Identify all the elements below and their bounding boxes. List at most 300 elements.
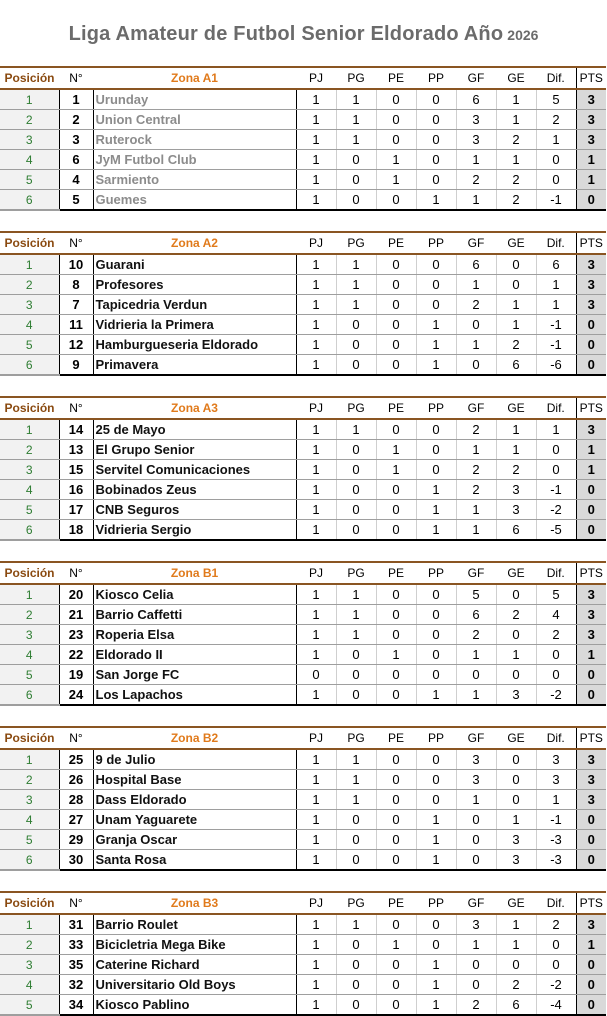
table-row <box>0 460 606 480</box>
team-name-cell: Kiosco Celia <box>93 584 296 605</box>
header-gf: GF <box>456 397 496 419</box>
position-cell: 3 <box>0 955 59 975</box>
pp-cell: 0 <box>416 419 456 440</box>
pg-cell: 0 <box>336 645 376 665</box>
pe-cell: 0 <box>376 850 416 871</box>
ge-cell: 3 <box>496 830 536 850</box>
header-pg: PG <box>336 67 376 89</box>
gf-cell: 0 <box>456 975 496 995</box>
ge-cell: 1 <box>496 440 536 460</box>
pj-cell: 1 <box>296 850 336 871</box>
points-cell: 0 <box>576 975 606 995</box>
team-name-cell: CNB Seguros <box>93 500 296 520</box>
header-number: N° <box>59 562 93 584</box>
pp-cell: 1 <box>416 810 456 830</box>
gf-cell: 3 <box>456 770 496 790</box>
points-cell: 0 <box>576 830 606 850</box>
ge-cell: 0 <box>496 625 536 645</box>
pg-cell: 0 <box>336 480 376 500</box>
dif-cell: 1 <box>536 130 576 150</box>
gf-cell: 1 <box>456 645 496 665</box>
header-ge: GE <box>496 562 536 584</box>
team-name-cell: San Jorge FC <box>93 665 296 685</box>
header-ge: GE <box>496 397 536 419</box>
ge-cell: 0 <box>496 254 536 275</box>
dif-cell: 1 <box>536 790 576 810</box>
team-name-cell: Hospital Base <box>93 770 296 790</box>
team-name-cell: 9 de Julio <box>93 749 296 770</box>
points-cell: 1 <box>576 440 606 460</box>
table-row <box>0 130 606 150</box>
team-number-cell: 34 <box>59 995 93 1016</box>
pp-cell: 1 <box>416 955 456 975</box>
ge-cell: 0 <box>496 790 536 810</box>
team-name-cell: Guarani <box>93 254 296 275</box>
pj-cell: 1 <box>296 935 336 955</box>
table-row <box>0 850 606 871</box>
dif-cell: -1 <box>536 810 576 830</box>
pg-cell: 1 <box>336 584 376 605</box>
gf-cell: 1 <box>456 150 496 170</box>
header-ge: GE <box>496 67 536 89</box>
pg-cell: 1 <box>336 89 376 110</box>
pp-cell: 1 <box>416 520 456 541</box>
ge-cell: 1 <box>496 150 536 170</box>
header-gf: GF <box>456 232 496 254</box>
position-cell: 5 <box>0 665 59 685</box>
pj-cell: 1 <box>296 440 336 460</box>
pp-cell: 0 <box>416 914 456 935</box>
ge-cell: 2 <box>496 170 536 190</box>
header-pe: PE <box>376 562 416 584</box>
pj-cell: 1 <box>296 975 336 995</box>
pj-cell: 1 <box>296 150 336 170</box>
pg-cell: 0 <box>336 850 376 871</box>
team-number-cell: 13 <box>59 440 93 460</box>
points-cell: 3 <box>576 254 606 275</box>
dif-cell: 5 <box>536 584 576 605</box>
pg-cell: 0 <box>336 995 376 1016</box>
team-number-cell: 20 <box>59 584 93 605</box>
header-pg: PG <box>336 892 376 914</box>
pj-cell: 1 <box>296 749 336 770</box>
header-pe: PE <box>376 892 416 914</box>
dif-cell: 0 <box>536 935 576 955</box>
header-pj: PJ <box>296 892 336 914</box>
pj-cell: 0 <box>296 665 336 685</box>
gf-cell: 6 <box>456 605 496 625</box>
pe-cell: 0 <box>376 770 416 790</box>
pg-cell: 0 <box>336 810 376 830</box>
ge-cell: 2 <box>496 130 536 150</box>
gf-cell: 1 <box>456 440 496 460</box>
gf-cell: 1 <box>456 520 496 541</box>
team-number-cell: 10 <box>59 254 93 275</box>
dif-cell: -1 <box>536 190 576 211</box>
zone-header-row <box>0 67 606 89</box>
zone-header-row <box>0 562 606 584</box>
pj-cell: 1 <box>296 170 336 190</box>
gf-cell: 0 <box>456 665 496 685</box>
pg-cell: 0 <box>336 955 376 975</box>
team-number-cell: 28 <box>59 790 93 810</box>
header-number: N° <box>59 232 93 254</box>
header-pts: PTS <box>576 397 606 419</box>
header-pp: PP <box>416 727 456 749</box>
team-number-cell: 19 <box>59 665 93 685</box>
gf-cell: 3 <box>456 914 496 935</box>
header-dif: Dif. <box>536 892 576 914</box>
gf-cell: 2 <box>456 170 496 190</box>
gf-cell: 5 <box>456 584 496 605</box>
pj-cell: 1 <box>296 295 336 315</box>
team-number-cell: 15 <box>59 460 93 480</box>
pg-cell: 0 <box>336 935 376 955</box>
pg-cell: 1 <box>336 790 376 810</box>
dif-cell: 3 <box>536 749 576 770</box>
header-dif: Dif. <box>536 397 576 419</box>
table-row <box>0 830 606 850</box>
ge-cell: 0 <box>496 584 536 605</box>
team-number-cell: 9 <box>59 355 93 376</box>
gf-cell: 0 <box>456 830 496 850</box>
points-cell: 0 <box>576 955 606 975</box>
team-number-cell: 2 <box>59 110 93 130</box>
table-row <box>0 295 606 315</box>
position-cell: 1 <box>0 749 59 770</box>
header-pj: PJ <box>296 232 336 254</box>
points-cell: 0 <box>576 190 606 211</box>
header-dif: Dif. <box>536 727 576 749</box>
pp-cell: 0 <box>416 130 456 150</box>
team-number-cell: 14 <box>59 419 93 440</box>
pp-cell: 1 <box>416 830 456 850</box>
team-name-cell: Guemes <box>93 190 296 211</box>
points-cell: 0 <box>576 810 606 830</box>
pj-cell: 1 <box>296 810 336 830</box>
position-cell: 2 <box>0 275 59 295</box>
header-number: N° <box>59 67 93 89</box>
team-number-cell: 8 <box>59 275 93 295</box>
header-number: N° <box>59 727 93 749</box>
position-cell: 1 <box>0 419 59 440</box>
team-number-cell: 31 <box>59 914 93 935</box>
pg-cell: 0 <box>336 440 376 460</box>
header-pe: PE <box>376 232 416 254</box>
team-number-cell: 29 <box>59 830 93 850</box>
ge-cell: 2 <box>496 335 536 355</box>
ge-cell: 0 <box>496 665 536 685</box>
zone-name: Zona B1 <box>93 562 296 584</box>
header-position: Posición <box>0 562 59 584</box>
table-row <box>0 685 606 706</box>
header-pg: PG <box>336 232 376 254</box>
points-cell: 0 <box>576 355 606 376</box>
gf-cell: 2 <box>456 419 496 440</box>
team-name-cell: Barrio Caffetti <box>93 605 296 625</box>
team-name-cell: 25 de Mayo <box>93 419 296 440</box>
team-name-cell: Ruterock <box>93 130 296 150</box>
pj-cell: 1 <box>296 110 336 130</box>
dif-cell: 0 <box>536 460 576 480</box>
team-number-cell: 32 <box>59 975 93 995</box>
pp-cell: 1 <box>416 335 456 355</box>
pp-cell: 1 <box>416 995 456 1016</box>
ge-cell: 3 <box>496 850 536 871</box>
table-row <box>0 955 606 975</box>
header-pj: PJ <box>296 397 336 419</box>
gf-cell: 2 <box>456 995 496 1016</box>
points-cell: 3 <box>576 770 606 790</box>
table-row <box>0 975 606 995</box>
header-pj: PJ <box>296 562 336 584</box>
pj-cell: 1 <box>296 190 336 211</box>
pp-cell: 0 <box>416 665 456 685</box>
gf-cell: 1 <box>456 190 496 211</box>
header-pp: PP <box>416 892 456 914</box>
gf-cell: 1 <box>456 935 496 955</box>
position-cell: 4 <box>0 645 59 665</box>
points-cell: 1 <box>576 170 606 190</box>
dif-cell: 0 <box>536 645 576 665</box>
pp-cell: 1 <box>416 315 456 335</box>
pp-cell: 0 <box>416 275 456 295</box>
dif-cell: 6 <box>536 254 576 275</box>
zone-spacer <box>0 541 607 561</box>
dif-cell: -1 <box>536 480 576 500</box>
points-cell: 1 <box>576 645 606 665</box>
position-cell: 1 <box>0 89 59 110</box>
team-number-cell: 17 <box>59 500 93 520</box>
header-position: Posición <box>0 892 59 914</box>
pg-cell: 0 <box>336 685 376 706</box>
zone-table <box>0 891 606 1016</box>
team-name-cell: Santa Rosa <box>93 850 296 871</box>
position-cell: 5 <box>0 335 59 355</box>
pg-cell: 0 <box>336 830 376 850</box>
pe-cell: 1 <box>376 440 416 460</box>
team-name-cell: JyM Futbol Club <box>93 150 296 170</box>
dif-cell: 2 <box>536 625 576 645</box>
pp-cell: 0 <box>416 625 456 645</box>
pj-cell: 1 <box>296 830 336 850</box>
pg-cell: 1 <box>336 110 376 130</box>
pg-cell: 1 <box>336 275 376 295</box>
dif-cell: -4 <box>536 995 576 1016</box>
pj-cell: 1 <box>296 315 336 335</box>
header-ge: GE <box>496 892 536 914</box>
team-name-cell: El Grupo Senior <box>93 440 296 460</box>
header-pts: PTS <box>576 232 606 254</box>
ge-cell: 2 <box>496 190 536 211</box>
pp-cell: 0 <box>416 295 456 315</box>
points-cell: 0 <box>576 315 606 335</box>
team-number-cell: 6 <box>59 150 93 170</box>
zone-header-row <box>0 232 606 254</box>
points-cell: 0 <box>576 500 606 520</box>
pj-cell: 1 <box>296 790 336 810</box>
team-name-cell: Profesores <box>93 275 296 295</box>
pe-cell: 0 <box>376 830 416 850</box>
header-pp: PP <box>416 562 456 584</box>
team-number-cell: 18 <box>59 520 93 541</box>
dif-cell: -2 <box>536 500 576 520</box>
team-name-cell: Vidrieria la Primera <box>93 315 296 335</box>
team-name-cell: Urunday <box>93 89 296 110</box>
pj-cell: 1 <box>296 419 336 440</box>
team-name-cell: Unam Yaguarete <box>93 810 296 830</box>
team-number-cell: 27 <box>59 810 93 830</box>
dif-cell: 0 <box>536 150 576 170</box>
points-cell: 0 <box>576 480 606 500</box>
ge-cell: 6 <box>496 520 536 541</box>
pg-cell: 1 <box>336 130 376 150</box>
header-dif: Dif. <box>536 232 576 254</box>
ge-cell: 6 <box>496 355 536 376</box>
table-row <box>0 355 606 376</box>
header-pp: PP <box>416 67 456 89</box>
pp-cell: 1 <box>416 190 456 211</box>
dif-cell: 2 <box>536 110 576 130</box>
ge-cell: 1 <box>496 810 536 830</box>
team-name-cell: Los Lapachos <box>93 685 296 706</box>
points-cell: 3 <box>576 790 606 810</box>
header-pe: PE <box>376 397 416 419</box>
ge-cell: 3 <box>496 685 536 706</box>
position-cell: 6 <box>0 850 59 871</box>
dif-cell: -3 <box>536 830 576 850</box>
team-number-cell: 3 <box>59 130 93 150</box>
table-row <box>0 935 606 955</box>
gf-cell: 3 <box>456 110 496 130</box>
dif-cell: -5 <box>536 520 576 541</box>
position-cell: 2 <box>0 935 59 955</box>
pj-cell: 1 <box>296 645 336 665</box>
position-cell: 3 <box>0 295 59 315</box>
team-number-cell: 4 <box>59 170 93 190</box>
team-number-cell: 25 <box>59 749 93 770</box>
ge-cell: 1 <box>496 935 536 955</box>
header-dif: Dif. <box>536 67 576 89</box>
position-cell: 2 <box>0 110 59 130</box>
points-cell: 1 <box>576 935 606 955</box>
team-number-cell: 24 <box>59 685 93 706</box>
pg-cell: 0 <box>336 665 376 685</box>
team-number-cell: 1 <box>59 89 93 110</box>
pp-cell: 0 <box>416 254 456 275</box>
table-row <box>0 584 606 605</box>
pe-cell: 0 <box>376 190 416 211</box>
pg-cell: 0 <box>336 975 376 995</box>
pe-cell: 0 <box>376 749 416 770</box>
zone-spacer <box>0 871 607 891</box>
points-cell: 3 <box>576 625 606 645</box>
header-pp: PP <box>416 397 456 419</box>
ge-cell: 2 <box>496 975 536 995</box>
pj-cell: 1 <box>296 605 336 625</box>
header-pts: PTS <box>576 67 606 89</box>
pg-cell: 1 <box>336 625 376 645</box>
pj-cell: 1 <box>296 460 336 480</box>
header-position: Posición <box>0 67 59 89</box>
zone-header-row <box>0 892 606 914</box>
header-number: N° <box>59 892 93 914</box>
pe-cell: 0 <box>376 955 416 975</box>
pe-cell: 0 <box>376 254 416 275</box>
table-row <box>0 605 606 625</box>
dif-cell: -2 <box>536 975 576 995</box>
pp-cell: 0 <box>416 645 456 665</box>
position-cell: 6 <box>0 520 59 541</box>
pp-cell: 1 <box>416 685 456 706</box>
pe-cell: 0 <box>376 995 416 1016</box>
pp-cell: 1 <box>416 850 456 871</box>
zone-name: Zona A2 <box>93 232 296 254</box>
league-year: 2026 <box>507 27 539 43</box>
ge-cell: 1 <box>496 295 536 315</box>
team-number-cell: 26 <box>59 770 93 790</box>
pj-cell: 1 <box>296 584 336 605</box>
dif-cell: 0 <box>536 440 576 460</box>
pe-cell: 1 <box>376 935 416 955</box>
table-row <box>0 645 606 665</box>
header-pg: PG <box>336 727 376 749</box>
pg-cell: 1 <box>336 419 376 440</box>
points-cell: 0 <box>576 685 606 706</box>
pj-cell: 1 <box>296 335 336 355</box>
ge-cell: 6 <box>496 995 536 1016</box>
gf-cell: 6 <box>456 254 496 275</box>
pe-cell: 1 <box>376 460 416 480</box>
ge-cell: 0 <box>496 770 536 790</box>
zone-table <box>0 66 606 211</box>
zone-table <box>0 396 606 541</box>
dif-cell: 3 <box>536 770 576 790</box>
table-row <box>0 625 606 645</box>
pj-cell: 1 <box>296 355 336 376</box>
team-name-cell: Kiosco Pablino <box>93 995 296 1016</box>
team-name-cell: Roperia Elsa <box>93 625 296 645</box>
header-number: N° <box>59 397 93 419</box>
pe-cell: 0 <box>376 584 416 605</box>
ge-cell: 1 <box>496 315 536 335</box>
pg-cell: 0 <box>336 460 376 480</box>
dif-cell: 0 <box>536 955 576 975</box>
pj-cell: 1 <box>296 955 336 975</box>
header-pg: PG <box>336 397 376 419</box>
ge-cell: 1 <box>496 914 536 935</box>
points-cell: 3 <box>576 605 606 625</box>
pe-cell: 0 <box>376 480 416 500</box>
pg-cell: 0 <box>336 520 376 541</box>
points-cell: 0 <box>576 665 606 685</box>
zone-name: Zona A1 <box>93 67 296 89</box>
pp-cell: 0 <box>416 110 456 130</box>
team-name-cell: Primavera <box>93 355 296 376</box>
pp-cell: 0 <box>416 749 456 770</box>
points-cell: 3 <box>576 419 606 440</box>
gf-cell: 3 <box>456 749 496 770</box>
header-position: Posición <box>0 727 59 749</box>
team-name-cell: Hamburgueseria Eldorado <box>93 335 296 355</box>
table-row <box>0 335 606 355</box>
pj-cell: 1 <box>296 685 336 706</box>
header-gf: GF <box>456 562 496 584</box>
pe-cell: 0 <box>376 520 416 541</box>
league-title: Liga Amateur de Futbol Senior Eldorado Año <box>68 23 504 45</box>
header-ge: GE <box>496 727 536 749</box>
header-gf: GF <box>456 727 496 749</box>
